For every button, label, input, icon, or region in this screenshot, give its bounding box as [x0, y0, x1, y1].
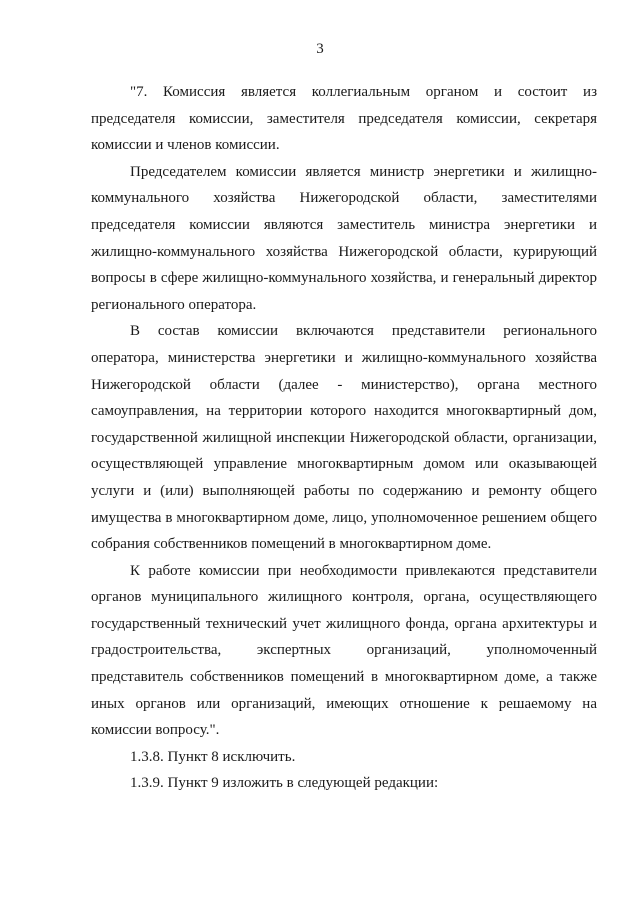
paragraph-commission-composition: "7. Комиссия является коллегиальным органом и состоит из председателя комиссии, заместителя председателя комиссии, секретаря комиссии и членов комиссии. — [91, 84, 597, 154]
document-body — [91, 79, 597, 797]
paragraph-commission-members: В состав комиссии включаются представители регионального оператора, министерства энергетики и жилищно-коммунального хозяйства Нижегородской области (далее - министерство), органа местного самоуправления, на территории которого находится многоквартирный дом, государственной жилищной инспекции Нижегородской области, организации, осуществляющей управление многоквартирным домом или оказывающей услуги и (или) выполняющей работы по содержанию и ремонту общего имущества в многоквартирном доме, лицо, уполномоченное решением общего собрания собственников помещений в многоквартирном доме. — [91, 323, 597, 553]
paragraph-commission-chair: Председателем комиссии является министр энергетики и жилищно-коммунального хозяйства Нижегородской области, заместителями председателя комиссии являются заместитель министра энергетики и жилищно-коммунального хозяйства Нижегородской области, курирующий вопросы в сфере жилищно-коммунального хозяйства, и генеральный директор регионального оператора. — [91, 163, 597, 313]
paragraph-invited-representatives: К работе комиссии при необходимости привлекаются представители органов муниципального жилищного контроля, органа, осуществляющего государственный технический учет жилищного фонда, органа архитектуры и градостроительства, экспертных организаций, уполномоченный представитель собственников помещений в многоквартирном доме, а также иных органов или организаций, имеющих отношение к решаемому на комиссии вопросу.". — [91, 562, 597, 739]
paragraph-item-1-3-8: 1.3.8. Пункт 8 исключить. — [130, 748, 296, 765]
paragraph-item-1-3-9: 1.3.9. Пункт 9 изложить в следующей редакции: — [130, 775, 439, 792]
page-number: 3 — [316, 41, 324, 57]
